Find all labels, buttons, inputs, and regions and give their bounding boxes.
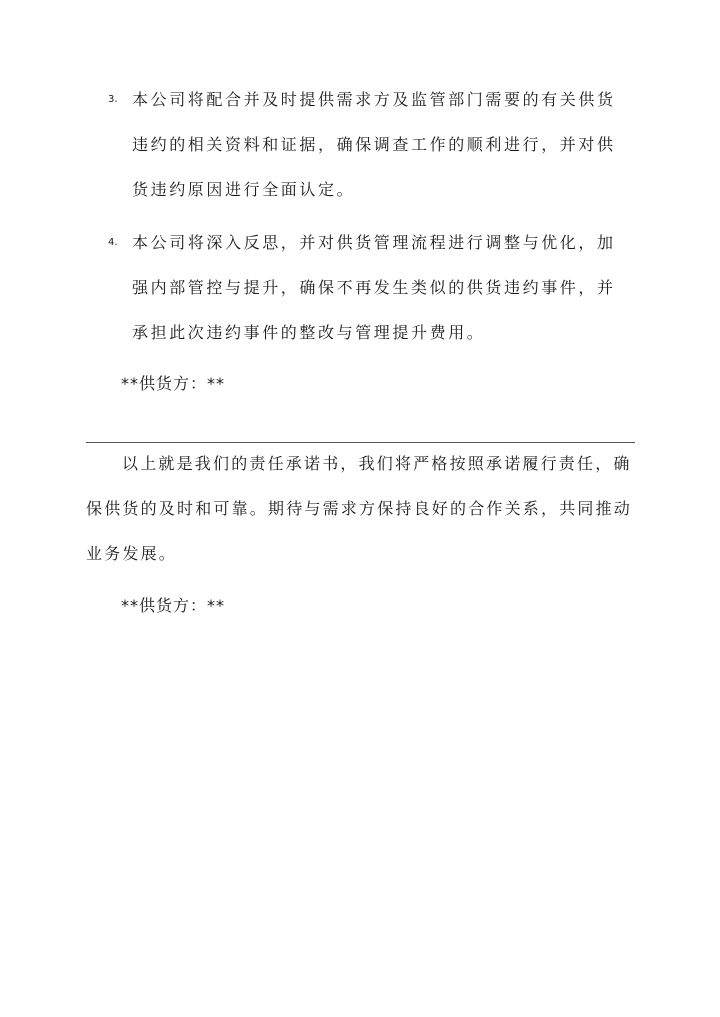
list-item-text: 本公司将配合并及时提供需求方及监管部门需要的有关供货违约的相关资料和证据，确保调查工作的顺利进行，并对供货违约原因进行全面认定。 xyxy=(132,90,616,199)
list-item xyxy=(108,77,628,212)
list-item-number: 3. xyxy=(108,94,118,105)
list-item xyxy=(108,220,628,355)
list-item-number: 4. xyxy=(108,237,118,248)
supplier-signature-line: **供货方：** xyxy=(121,596,226,615)
closing-paragraph: 以上就是我们的责任承诺书，我们将严格按照承诺履行责任，确保供货的及时和可靠。期待与需求方保持良好的合作关系，共同推动业务发展。 xyxy=(86,454,633,563)
list-item-text: 本公司将深入反思，并对供货管理流程进行调整与优化，加强内部管控与提升，确保不再发生类似的供货违约事件，并承担此次违约事件的整改与管理提升费用。 xyxy=(132,233,616,342)
supplier-signature-line: **供货方：** xyxy=(121,374,226,393)
